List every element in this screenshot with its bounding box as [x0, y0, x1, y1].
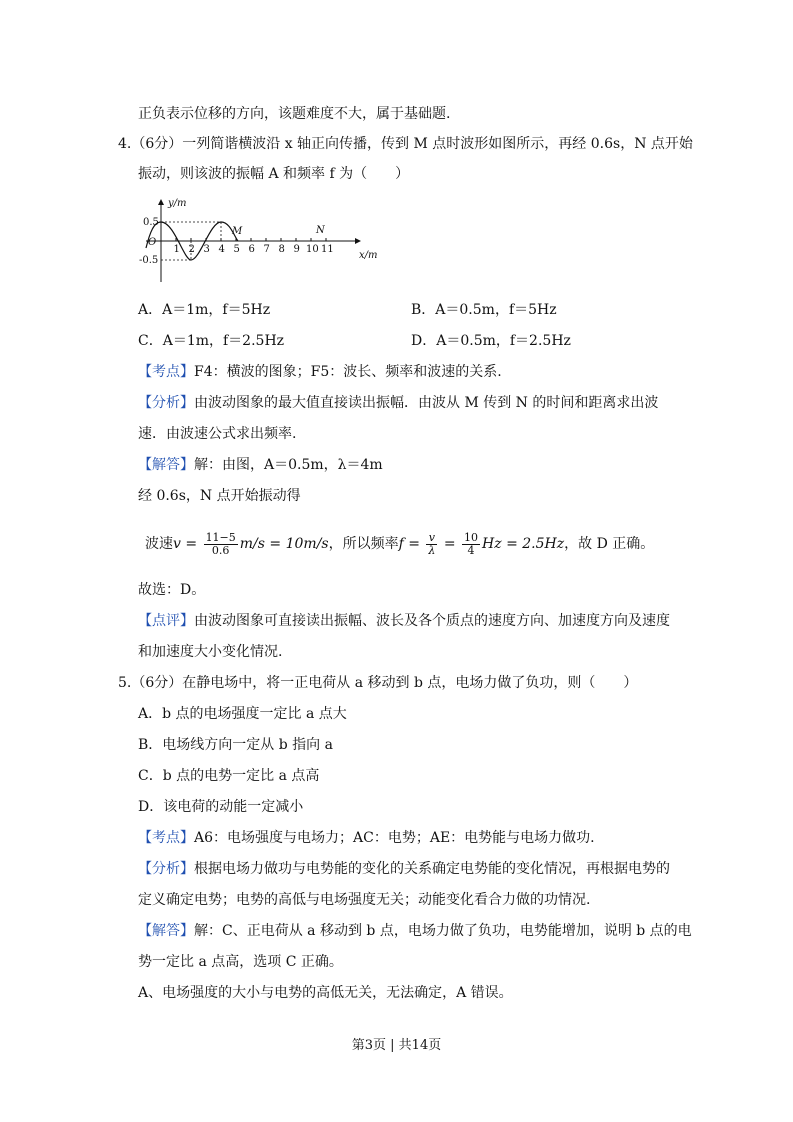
- q4-kaodian-text: F4：横波的图象；F5：波长、频率和波速的关系.: [194, 364, 502, 380]
- x-tick-label: 9: [293, 244, 300, 255]
- q5-option-b: B．电场线方向一定从 b 指向 a: [138, 737, 333, 753]
- x-tick-label: 6: [248, 244, 255, 255]
- x-tick-label: 1: [173, 244, 180, 255]
- x-tick-label: 5: [233, 244, 240, 255]
- formula-v: v: [173, 536, 181, 552]
- formula-eq1: =: [180, 536, 202, 552]
- y-axis-label: y/m: [168, 198, 187, 209]
- jieda-tag: 【解答】: [138, 457, 194, 473]
- fraction-4-den: 4: [467, 543, 475, 557]
- formula-eq3: =: [439, 536, 461, 552]
- x-axis-label: x/m: [359, 250, 378, 261]
- fraction-10-num: 10: [464, 530, 479, 544]
- q5-kaodian-text: A6：电场强度与电场力；AC：电势；AE：电势能与电场力做功.: [194, 830, 595, 846]
- q5-fenxi-line2: 定义确定电势；电势的高低与电场强度无关；动能变化看合力做的功情况.: [138, 892, 591, 908]
- x-tick-label: 4: [218, 244, 225, 255]
- fraction-v-lambda: [426, 532, 437, 557]
- formula-result1: = 10m/s: [264, 536, 329, 552]
- x-tick-label: 2: [188, 244, 195, 255]
- x-tick-label: 3: [203, 244, 210, 255]
- fraction-10-4: [462, 532, 480, 557]
- formula-unit1: m/s: [239, 536, 265, 552]
- q4-jieda-text: 解：由图，A＝0.5m，λ＝4m: [194, 457, 383, 473]
- q4-dianping-line2: 和加速度大小变化情况.: [138, 644, 283, 660]
- q5-option-a: A．b 点的电场强度一定比 a 点大: [138, 706, 347, 722]
- fraction-speed-num: 11−5: [205, 530, 236, 544]
- q5-fenxi-text: 根据电场力做功与电势能的变化的关系确定电势能的变化情况，再根据电势的: [194, 861, 670, 877]
- q4-stem-line1: 4.（6分）一列简谐横波沿 x 轴正向传播，传到 M 点时波形如图所示，再经 0.6s，N 点开始: [118, 136, 693, 152]
- point-n-label: N: [316, 225, 325, 236]
- q4-fenxi-line2: 速．由波速公式求出频率.: [138, 426, 297, 442]
- kaodian-tag: 【考点】: [138, 830, 194, 846]
- q5-fenxi: [138, 859, 670, 879]
- formula-mid: ，所以频率: [328, 536, 399, 552]
- q4-jieda: [138, 455, 383, 475]
- x-tick-label: 11: [321, 244, 334, 255]
- q4-option-b: B．A＝0.5m，f＝5Hz: [411, 302, 557, 318]
- q4-dianping-text: 由波动图象可直接读出振幅、波长及各个质点的速度方向、加速度方向及速度: [194, 613, 670, 629]
- formula-unit2: Hz: [482, 536, 502, 552]
- q4-jieda-line2: 经 0.6s，N 点开始振动得: [138, 488, 301, 504]
- page-footer: 第3页 | 共14页: [351, 1038, 442, 1053]
- q4-fenxi-text: 由波动图象的最大值直接读出振幅．由波从 M 传到 N 的时间和距离求出波: [194, 395, 659, 411]
- origin-label: O: [148, 237, 157, 248]
- wave-graph: [138, 196, 388, 288]
- dianping-tag: 【点评】: [138, 613, 194, 629]
- q5-option-d: D．该电荷的动能一定减小: [138, 799, 304, 815]
- q4-option-a: A．A＝1m，f＝5Hz: [138, 302, 271, 318]
- q4-kaodian: [138, 362, 502, 382]
- formula-prefix: 波速: [145, 536, 173, 552]
- formula-eq2: =: [403, 536, 425, 552]
- fenxi-tag: 【分析】: [138, 861, 194, 877]
- q4-stem-line2: 振动，则该波的振幅 A 和频率 f 为（ ）: [138, 166, 410, 182]
- fraction-speed: [204, 532, 238, 557]
- q5-stem: 5.（6分）在静电场中，将一正电荷从 a 移动到 b 点，电场力做了负功，则（ ）: [118, 675, 638, 691]
- jieda-tag: 【解答】: [138, 923, 194, 939]
- formula-suffix: ，故 D 正确。: [564, 536, 655, 552]
- q5-jieda-text: 解：C、正电荷从 a 移动到 b 点，电场力做了负功，电势能增加，说明 b 点的电: [194, 923, 692, 939]
- q4-option-d: D．A＝0.5m，f＝2.5Hz: [411, 333, 571, 349]
- fraction-speed-den: 0.6: [211, 543, 230, 557]
- y-tick-negative: -0.5: [139, 255, 159, 266]
- y-tick-positive: 0.5: [143, 217, 159, 228]
- q4-formula: [145, 526, 654, 562]
- formula-result2: = 2.5Hz: [501, 536, 565, 552]
- formula-f: f: [398, 536, 404, 552]
- x-tick-label: 10: [306, 244, 319, 255]
- q5-kaodian: [138, 828, 595, 848]
- point-m-label: M: [232, 226, 243, 237]
- fraction-lambda-den: λ: [428, 543, 436, 557]
- q4-option-c: C．A＝1m，f＝2.5Hz: [138, 333, 285, 349]
- q4-answer-choice: 故选：D。: [138, 582, 206, 598]
- prev-answer-tail: 正负表示位移的方向，该题难度不大，属于基础题.: [138, 106, 451, 122]
- fraction-v-num: v: [426, 532, 437, 545]
- q5-jieda: [138, 921, 692, 941]
- q5-jieda-line2: 势一定比 a 点高，选项 C 正确。: [138, 954, 343, 970]
- q5-option-c: C．b 点的电势一定比 a 点高: [138, 768, 320, 784]
- q4-dianping: [138, 611, 670, 631]
- kaodian-tag: 【考点】: [138, 364, 194, 380]
- x-tick-label: 7: [263, 244, 270, 255]
- q5-jieda-line3: A、电场强度的大小与电势的高低无关，无法确定，A 错误。: [138, 985, 513, 1001]
- q4-fenxi: [138, 393, 658, 413]
- x-tick-label: 8: [278, 244, 285, 255]
- fenxi-tag: 【分析】: [138, 395, 194, 411]
